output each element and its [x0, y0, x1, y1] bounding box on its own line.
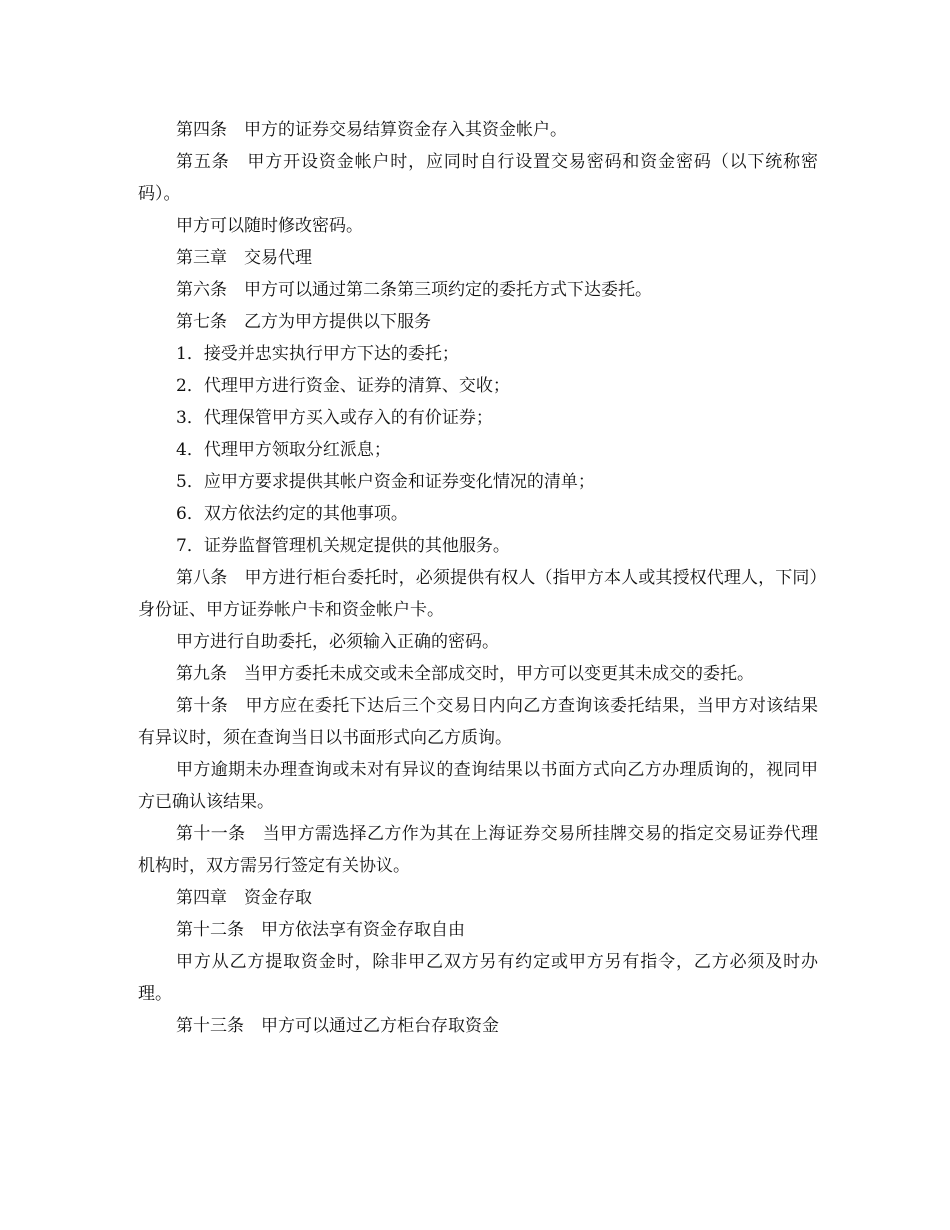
paragraph-article-10: 第十条 甲方应在委托下达后三个交易日内向乙方查询该委托结果，当甲方对该结果有异议时，须在查询当日以书面形式向乙方质询。	[138, 696, 818, 748]
document-page	[138, 114, 818, 1042]
paragraph-article-7: 第七条 乙方为甲方提供以下服务	[176, 312, 431, 332]
list-item-5: 5．应甲方要求提供其帐户资金和证券变化情况的清单；	[176, 472, 595, 492]
list-item-1: 1．接受并忠实执行甲方下达的委托；	[176, 344, 459, 364]
list-item-4: 4．代理甲方领取分红派息；	[176, 440, 391, 460]
paragraph-article-12: 第十二条 甲方依法享有资金存取自由	[176, 920, 465, 940]
list-item-2: 2．代理甲方进行资金、证券的清算、交收；	[176, 376, 510, 396]
paragraph-article-4: 第四条 甲方的证券交易结算资金存入其资金帐户。	[176, 120, 567, 140]
chapter-heading-4: 第四章 资金存取	[176, 888, 312, 908]
paragraph-self-service: 甲方进行自助委托，必须输入正确的密码。	[176, 632, 499, 652]
paragraph-article-5: 第五条 甲方开设资金帐户时，应同时自行设置交易密码和资金密码（以下统称密码）。	[138, 152, 818, 204]
paragraph-article-6: 第六条 甲方可以通过第二条第三项约定的委托方式下达委托。	[176, 280, 652, 300]
list-item-6: 6．双方依法约定的其他事项。	[176, 504, 408, 524]
paragraph-article-13: 第十三条 甲方可以通过乙方柜台存取资金	[176, 1016, 499, 1036]
list-item-3: 3．代理保管甲方买入或存入的有价证券；	[176, 408, 493, 428]
paragraph-password-change: 甲方可以随时修改密码。	[176, 216, 363, 236]
chapter-heading-3: 第三章 交易代理	[176, 248, 312, 268]
list-item-7: 7．证券监督管理机关规定提供的其他服务。	[176, 536, 510, 556]
paragraph-article-9: 第九条 当甲方委托未成交或未全部成交时，甲方可以变更其未成交的委托。	[176, 664, 754, 684]
paragraph-withdrawal: 甲方从乙方提取资金时，除非甲乙双方另有约定或甲方另有指令，乙方必须及时办理。	[138, 952, 818, 1004]
paragraph-overdue-query: 甲方逾期未办理查询或未对有异议的查询结果以书面方式向乙方办理质询的，视同甲方已确认该结果。	[138, 760, 818, 812]
paragraph-article-8: 第八条 甲方进行柜台委托时，必须提供有权人（指甲方本人或其授权代理人，下同）身份证、甲方证券帐户卡和资金帐户卡。	[138, 568, 818, 620]
paragraph-article-11: 第十一条 当甲方需选择乙方作为其在上海证券交易所挂牌交易的指定交易证券代理机构时，双方需另行签定有关协议。	[138, 824, 818, 876]
